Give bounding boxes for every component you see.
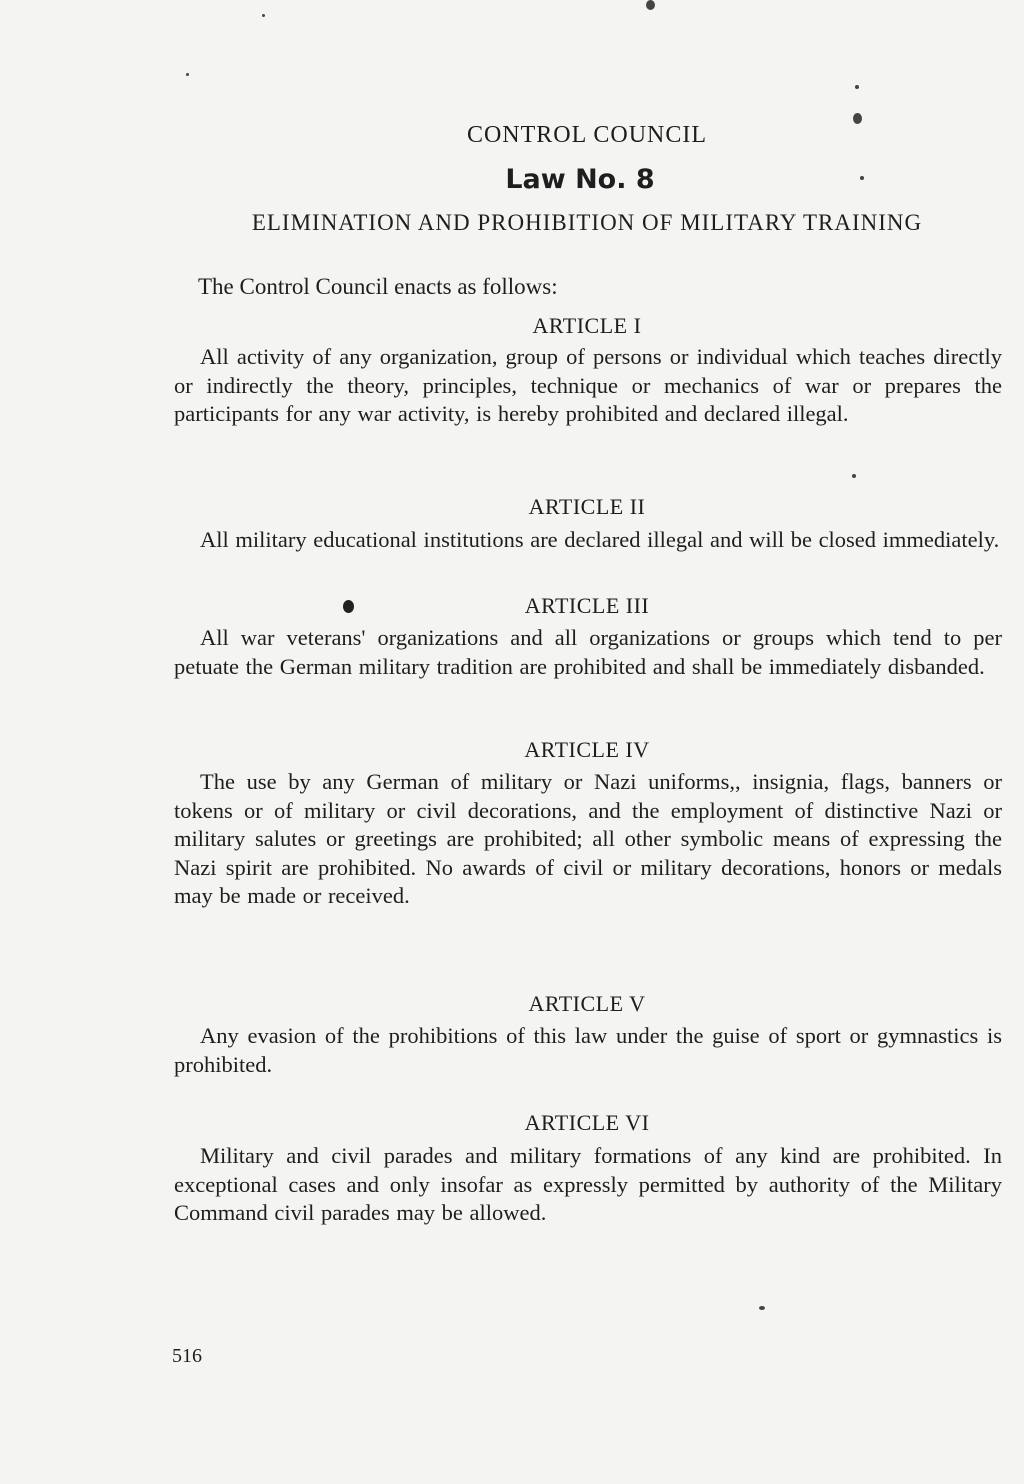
article-6-title: ARTICLE VI (524, 1110, 650, 1135)
article-4-title: ARTICLE IV (524, 737, 650, 762)
council-heading: CONTROL COUNCIL (466, 122, 708, 148)
article-5-text: Any evasion of the prohibitions of this law under the guise of sport or gymnastics is prohibited. (174, 1023, 1002, 1077)
enactment-intro: The Control Council enacts as follows: (198, 274, 558, 299)
scan-speck (759, 1306, 765, 1310)
article-2-title: ARTICLE II (528, 494, 646, 519)
scan-speck (855, 85, 859, 89)
article-6-text: Military and civil parades and military formations of any kind are prohibited. In exceptional cases and only insofar as expressly permitted by authority of the Military Command civil parades may be allowed. (174, 1143, 1002, 1225)
article-1-title: ARTICLE I (532, 313, 642, 338)
article-1-text: All activity of any organization, group of persons or individual which teaches directly or indirectly the theory, principles, technique or mechanics of war or prepares the participants for any war activity, is hereby prohibited and declared illegal. (174, 344, 1002, 426)
scan-speck (186, 73, 189, 76)
article-5-title: ARTICLE V (528, 991, 646, 1016)
scan-speck (646, 0, 655, 10)
law-title: Law No. 8 (505, 164, 655, 195)
law-subtitle: ELIMINATION AND PROHIBITION OF MILITARY TRAINING (251, 210, 923, 235)
article-4-text: The use by any German of military or Nazi uniforms,, insignia, flags, banners or tokens or of military or civil decorations, and the employment of distinctive Nazi or military salutes or greetings are prohibited; all other symbolic means of expressing the Nazi spirit are prohibited. No awards of civil or military decorations, honors or medals may be made or received. (174, 769, 1002, 908)
scan-speck (262, 14, 265, 17)
article-2-text: All military educational institutions are declared illegal and will be closed immediately. (200, 527, 1000, 552)
article-3-text: All war veterans' organizations and all organizations or groups which tend to per petuate the German military tradition are prohibited and shall be immediately disbanded. (174, 625, 1002, 679)
page-number: 516 (172, 1345, 202, 1367)
scan-speck (852, 474, 856, 478)
article-3-title: ARTICLE III (524, 593, 650, 618)
